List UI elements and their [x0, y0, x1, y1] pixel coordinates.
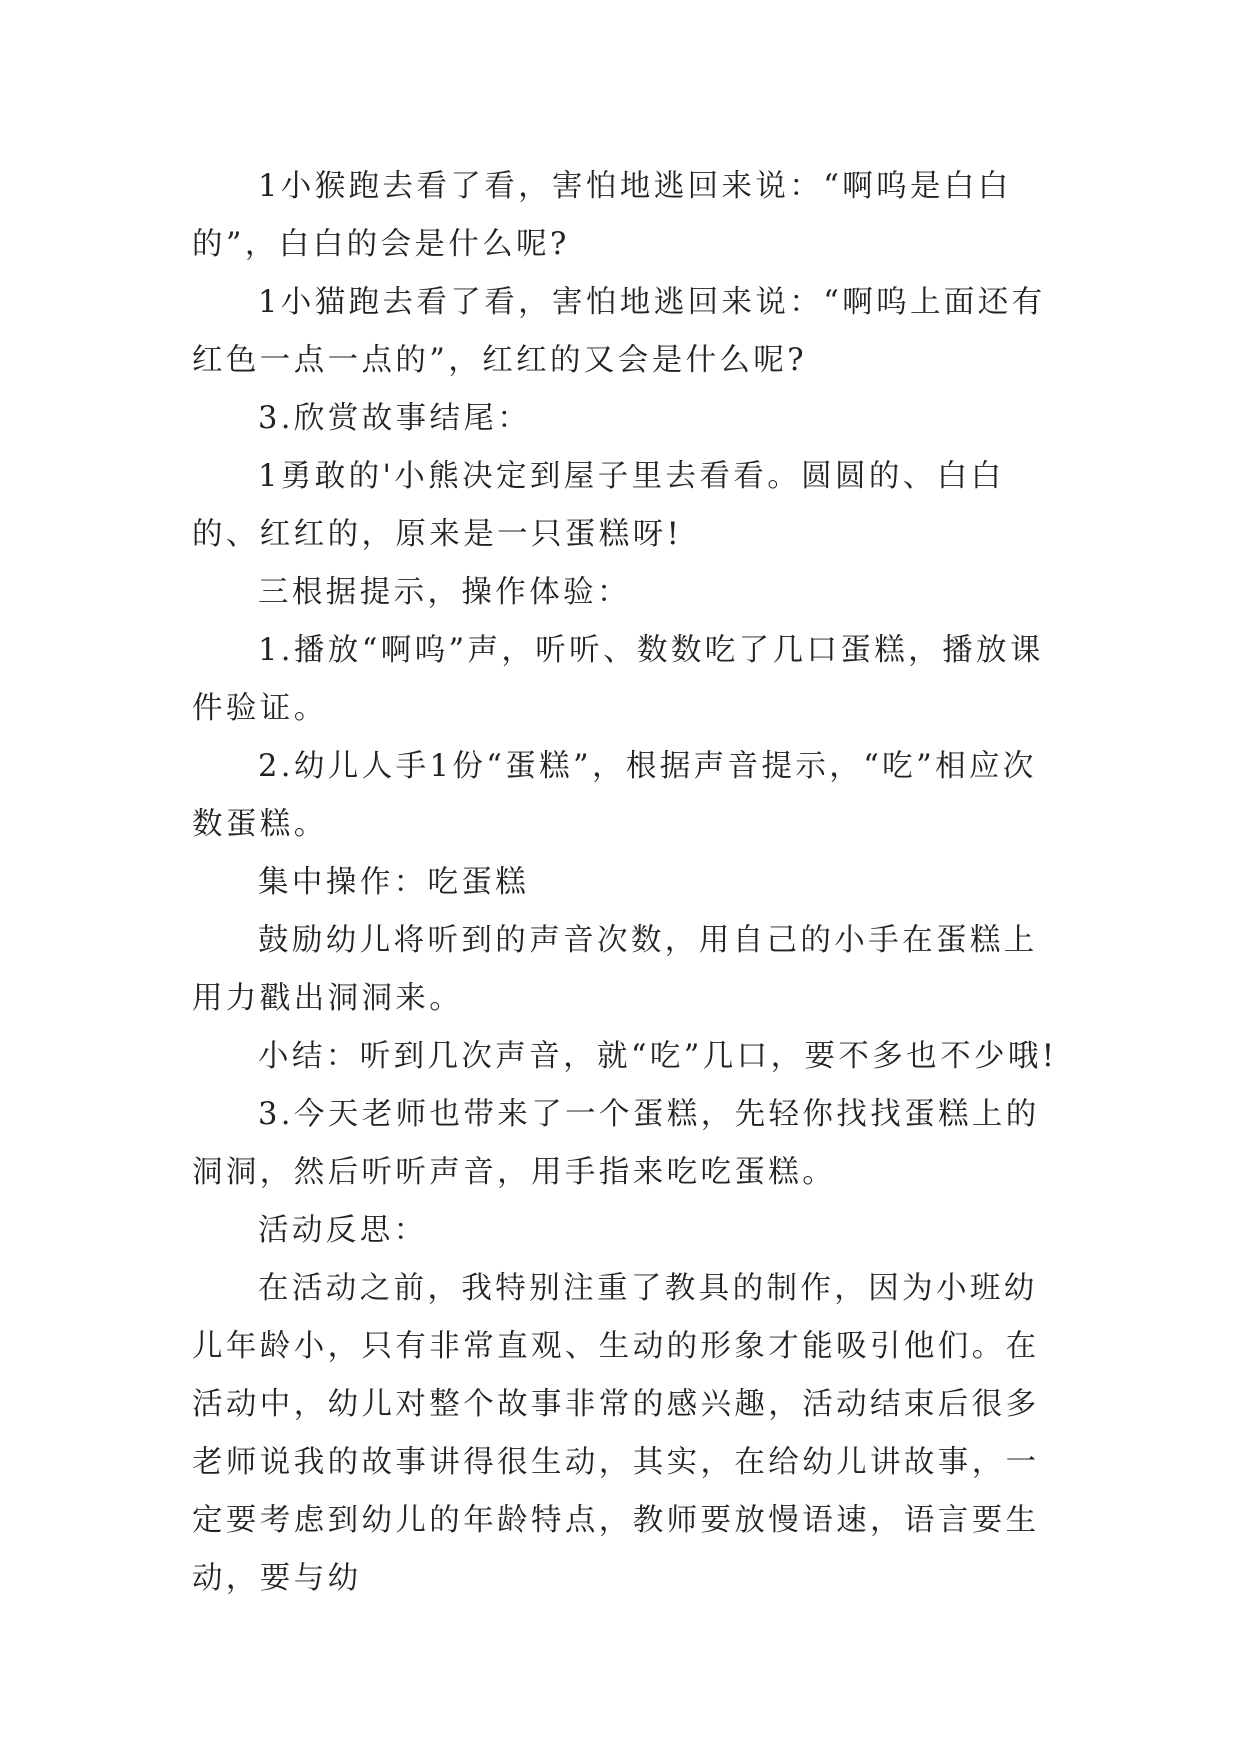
- paragraph-13: 在活动之前，我特别注重了教具的制作，因为小班幼儿年龄小，只有非常直观、生动的形象才能吸引他们。在活动中，幼儿对整个故事非常的感兴趣，活动结束后很多老师说我的故事讲得很生动，其实，在给幼儿讲故事，一定要考虑到幼儿的年龄特点，教师要放慢语速，语言要生动，要与幼: [192, 1271, 1040, 1596]
- paragraph-2: 1小猫跑去看了看，害怕地逃回来说：“啊呜上面还有红色一点一点的”，红红的又会是什么呢?: [192, 285, 1046, 378]
- paragraph-6: 1.播放“啊呜”声，听听、数数吃了几口蛋糕，播放课件验证。: [192, 633, 1044, 726]
- paragraph-4: 1勇敢的'小熊决定到屋子里去看看。圆圆的、白白的、红红的，原来是一只蛋糕呀!: [192, 459, 1005, 552]
- paragraph-7: 2.幼儿人手1份“蛋糕”，根据声音提示，“吃”相应次数蛋糕。: [192, 749, 1037, 842]
- paragraph-12: 活动反思：: [258, 1213, 428, 1248]
- paragraph-11: 3.今天老师也带来了一个蛋糕，先轻你找找蛋糕上的洞洞，然后听听声音，用手指来吃吃蛋糕。: [192, 1097, 1040, 1190]
- paragraph-3: 3.欣赏故事结尾：: [258, 401, 532, 436]
- paragraph-5: 三根据提示，操作体验：: [258, 575, 631, 610]
- paragraph-10: 小结：听到几次声音，就“吃”几口，要不多也不少哦!: [258, 1039, 1058, 1074]
- paragraph-8: 集中操作：吃蛋糕: [258, 865, 530, 900]
- document-body: [192, 158, 1062, 1608]
- paragraph-9: 鼓励幼儿将听到的声音次数，用自己的小手在蛋糕上用力戳出洞洞来。: [192, 923, 1038, 1016]
- paragraph-1: 1小猴跑去看了看，害怕地逃回来说：“啊呜是白白的”，白白的会是什么呢?: [192, 169, 1012, 262]
